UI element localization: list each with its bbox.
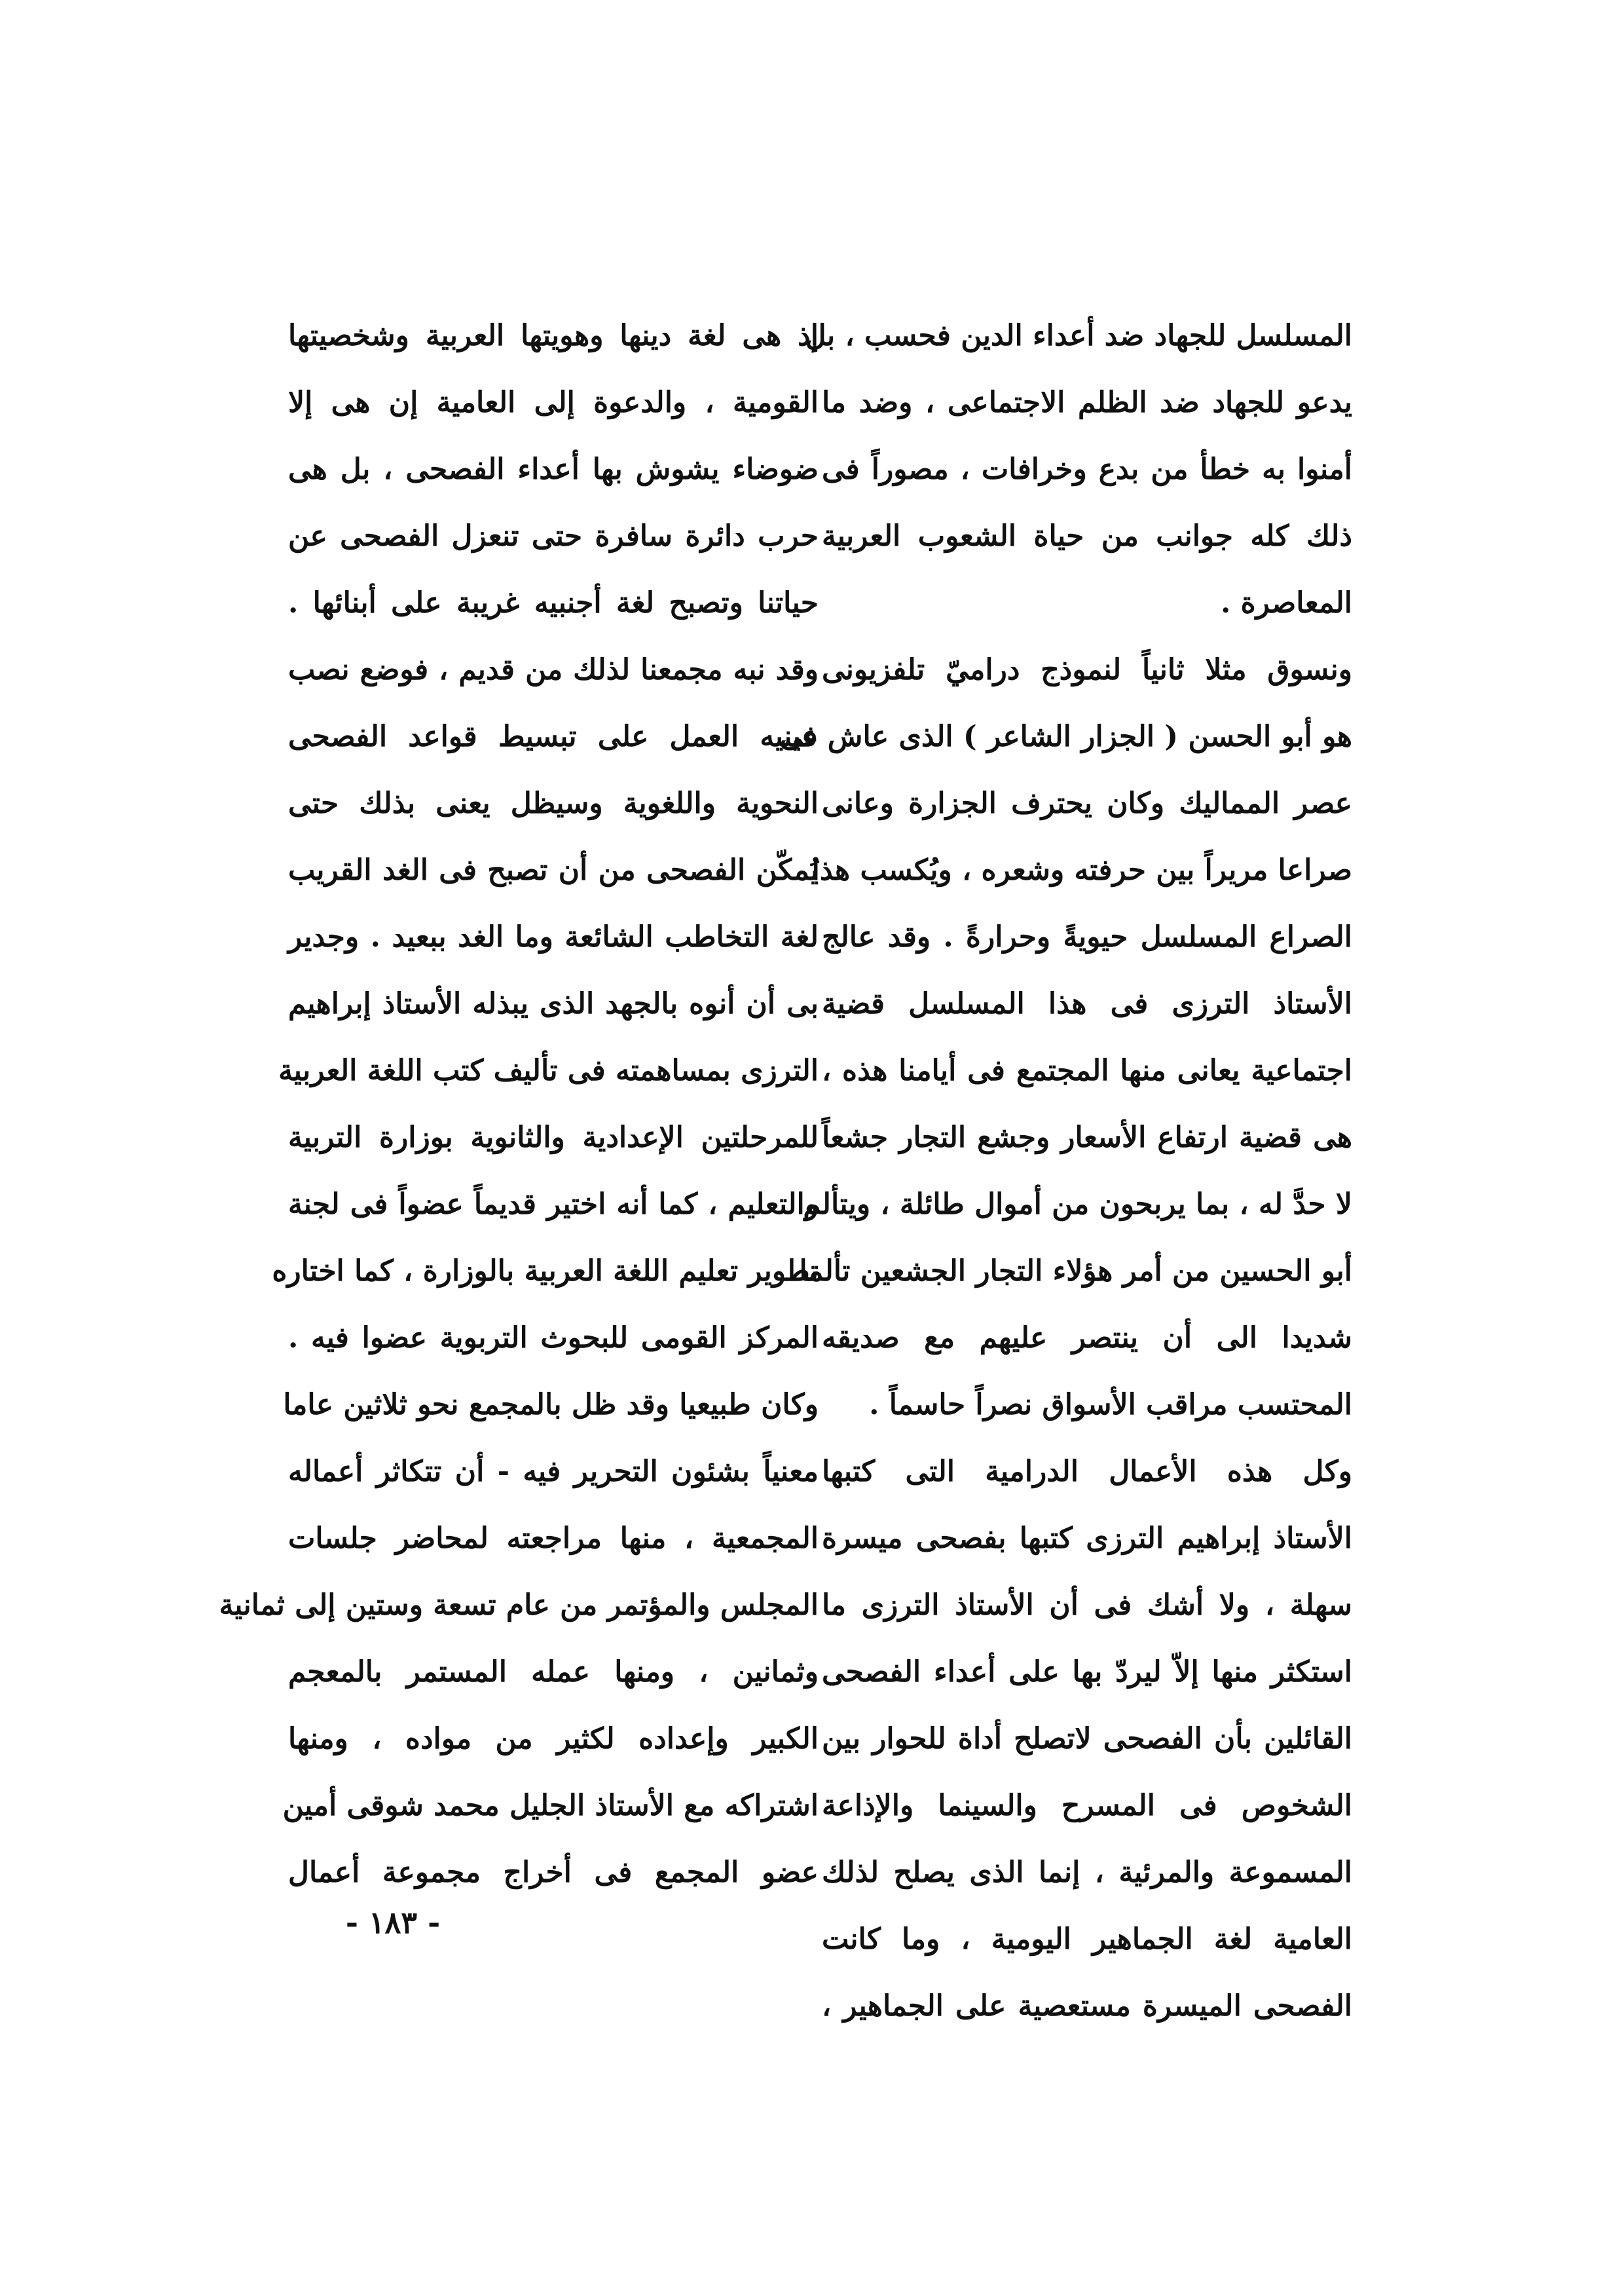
text-line: وقد نبه مجمعنا لذلك من قديم ، فوضع نصب bbox=[288, 653, 819, 686]
text-line: استكثر منها إلاّ ليردّ بها على أعداء الفصحى bbox=[822, 1655, 1352, 1689]
text-line: القومية ، والدعوة إلى العامية إن هى إلا bbox=[288, 386, 819, 419]
text-line: المجمعية ، منها مراجعته لمحاضر جلسات bbox=[288, 1522, 819, 1555]
text-line: المسلسل للجهاد ضد أعداء الدين فحسب ، بل bbox=[805, 319, 1352, 352]
text-line: عضو المجمع فى أخراج مجموعة أعمال bbox=[288, 1856, 819, 1889]
text-line: وكان طبيعيا وقد ظل بالمجمع نحو ثلاثين عاما bbox=[283, 1388, 819, 1421]
text-line: شديدا الى أن ينتصر عليهم مع صديقه bbox=[822, 1321, 1352, 1355]
text-line: ضوضاء يشوش بها أعداء الفصحى ، بل هى bbox=[288, 453, 819, 486]
text-line: الصراع المسلسل حيويةً وحرارةً . وقد عالج bbox=[822, 920, 1352, 954]
text-line: المعاصرة . bbox=[1220, 586, 1352, 620]
text-line: وكل هذه الأعمال الدرامية التى كتبها bbox=[822, 1455, 1352, 1488]
text-line: الأستاذ الترزى فى هذا المسلسل قضية bbox=[822, 987, 1352, 1021]
text-line: وثمانين ، ومنها عمله المستمر بالمعجم bbox=[288, 1655, 819, 1689]
text-line: أمنوا به خطأ من بدع وخرافات ، مصوراً فى bbox=[822, 453, 1352, 486]
text-line: الشخوص فى المسرح والسينما والإذاعة bbox=[822, 1789, 1352, 1822]
text-line: حياتنا وتصبح لغة أجنبيه غريبة على أبنائها . bbox=[288, 586, 819, 620]
text-line: النحوية واللغوية وسيظل يعنى بذلك حتى bbox=[288, 787, 819, 820]
text-line: اشتراكه مع الأستاذ الجليل محمد شوقى أمين bbox=[282, 1789, 819, 1822]
text-line: هو أبو الحسن ( الجزار الشاعر ) الذى عاش فى bbox=[779, 720, 1352, 753]
text-line: لغة التخاطب الشائعة وما الغد ببعيد . وجدير bbox=[288, 920, 819, 954]
text-line: اجتماعية يعانى منها المجتمع فى أيامنا هذه ، bbox=[822, 1054, 1352, 1087]
text-line: سهلة ، ولا أشك فى أن الأستاذ الترزى ما bbox=[822, 1588, 1352, 1622]
text-line: الأستاذ إبراهيم الترزى كتبها بفصحى ميسرة bbox=[822, 1522, 1352, 1555]
text-line: إذ هى لغة دينها وهويتها العربية وشخصيتها bbox=[288, 319, 819, 352]
text-line: بى أن أنوه بالجهد الذى يبذله الأستاذ إبراهيم bbox=[288, 987, 819, 1021]
text-line: ذلك كله جوانب من حياة الشعوب العربية bbox=[822, 519, 1352, 553]
text-line: والتعليم ، كما أنه اختير قديماً عضواً فى لجنة bbox=[288, 1188, 819, 1221]
right-text-column bbox=[779, 303, 1352, 2040]
text-line: صراعا مريراً بين حرفته وشعره ، ويُكسب هذا bbox=[811, 853, 1352, 887]
left-text-column bbox=[219, 303, 819, 1906]
text-line: للمرحلتين الإعدادية والثانوية بوزارة التربية bbox=[288, 1121, 819, 1154]
text-line: عصر المماليك وكان يحترف الجزارة وعانى bbox=[822, 787, 1352, 820]
page-number: - ١٨٣ - bbox=[345, 1905, 441, 1940]
text-line: العامية لغة الجماهير اليومية ، وما كانت bbox=[822, 1922, 1352, 1956]
text-line: المسموعة والمرئية ، إنما الذى يصلح لذلك bbox=[822, 1856, 1352, 1889]
text-line: الترزى بمساهمته فى تأليف كتب اللغة العربية bbox=[278, 1054, 819, 1087]
text-line: الكبير وإعداده لكثير من مواده ، ومنها bbox=[288, 1722, 819, 1755]
text-line: هى قضية ارتفاع الأسعار وجشع التجار جشعاً bbox=[822, 1121, 1352, 1154]
text-line: تطوير تعليم اللغة العربية بالوزارة ، كما اختاره bbox=[272, 1254, 819, 1288]
text-line: القائلين بأن الفصحى لاتصلح أداة للحوار بين bbox=[822, 1722, 1352, 1755]
text-line: حرب دائرة سافرة حتى تنعزل الفصحى عن bbox=[288, 519, 819, 553]
text-line: المجلس والمؤتمر من عام تسعة وستين إلى ثمانية bbox=[219, 1588, 819, 1622]
text-line: معنياً بشئون التحرير فيه - أن تتكاثر أعماله bbox=[288, 1455, 819, 1488]
text-line: أبو الحسين من أمر هؤلاء التجار الجشعين تألما bbox=[799, 1254, 1352, 1288]
text-line: ونسوق مثلا ثانياً لنموذج دراميّ تلفزيونى bbox=[822, 653, 1352, 686]
text-line: المحتسب مراقب الأسواق نصراً حاسماً . bbox=[869, 1388, 1352, 1421]
text-line: يدعو للجهاد ضد الظلم الاجتماعى ، وضد ما bbox=[822, 386, 1352, 419]
text-line: المركز القومى للبحوث التربوية عضوا فيه . bbox=[288, 1321, 819, 1355]
text-line: لا حدَّ له ، بما يربحون من أموال طائلة ، ويتألم bbox=[803, 1188, 1352, 1221]
text-line: عينيه العمل على تبسيط قواعد الفصحى bbox=[288, 720, 819, 753]
text-line: الفصحى الميسرة مستعصية على الجماهير ، bbox=[822, 1989, 1352, 2023]
text-line: يُمكّن الفصحى من أن تصبح فى الغد القريب bbox=[288, 853, 819, 887]
